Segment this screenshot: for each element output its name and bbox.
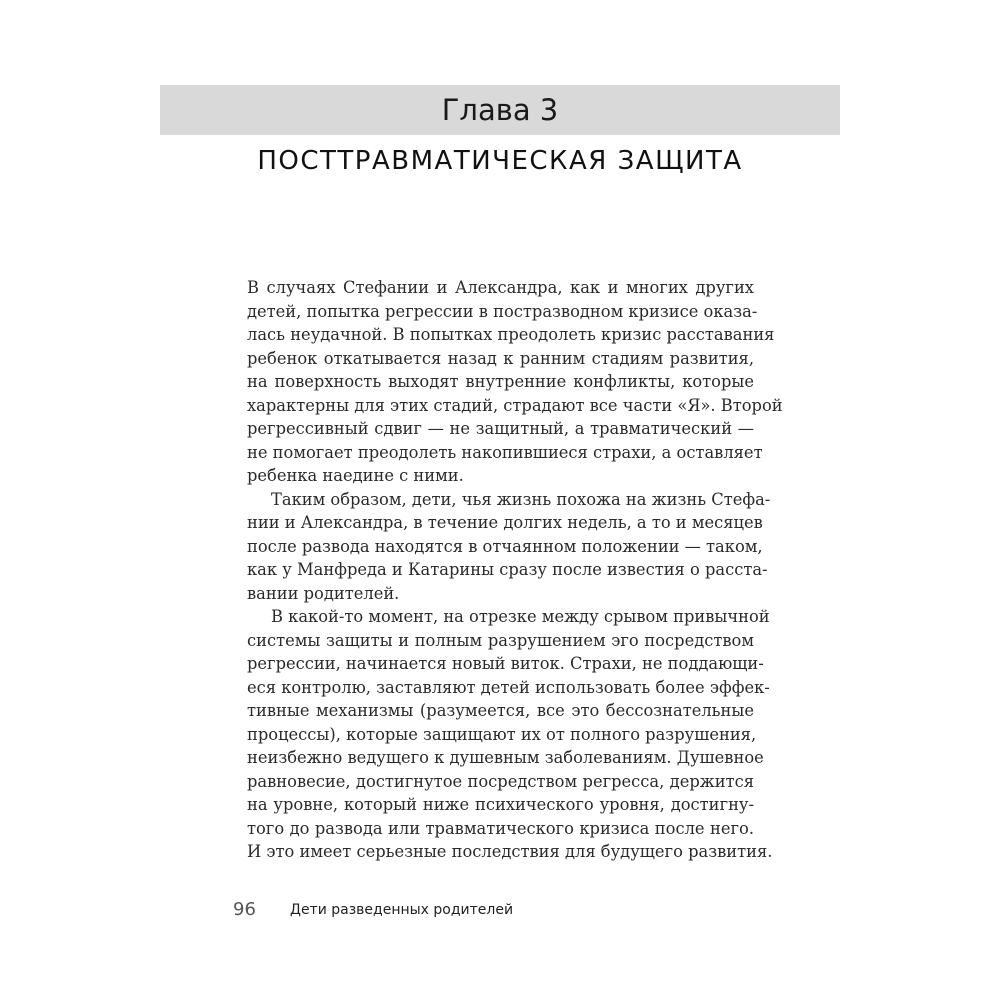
text-line: тивные механизмы (разумеется, все это бессознательные [247, 701, 754, 720]
text-line: неизбежно ведущего к душевным заболеваниям. Душевное [247, 748, 764, 767]
text-line: не помогает преодолеть накопившиеся страхи, а оставляет [247, 442, 763, 462]
paragraph [247, 276, 783, 488]
body-text [247, 276, 783, 864]
chapter-header-band [160, 85, 840, 135]
text-line: еся контролю, заставляют детей использовать более эффек- [247, 677, 770, 697]
text-line: равновесие, достигнутое посредством регресса, держится [247, 771, 754, 791]
text-line: ребенка наедине с ними. [247, 466, 464, 485]
text-line: на поверхность выходят внутренние конфликты, которые [247, 372, 754, 391]
text-line: ребенок откатывается назад к ранним стадиям развития, [247, 348, 754, 368]
text-line: того до развода или травматического кризиса после него. [247, 818, 754, 838]
text-line: В какой-то момент, на отрезке между срывом привычной [271, 607, 770, 626]
text-line: И это имеет серьезные последствия для будущего развития. [247, 842, 773, 861]
text-line: детей, попытка регрессии в постразводном кризисе оказа- [247, 301, 758, 321]
paragraph [247, 605, 773, 864]
paragraph [247, 488, 771, 606]
text-line: нии и Александра, в течение долгих недель, а то и месяцев [247, 513, 763, 532]
text-line: системы защиты и полным разрушением эго посредством [247, 630, 754, 650]
text-line: на уровне, который ниже психического уровня, достигну- [247, 795, 754, 814]
text-line: характерны для этих стадий, страдают все части «Я». Второй [247, 395, 783, 415]
chapter-title: ПОСТТРАВМАТИЧЕСКАЯ ЗАЩИТА [257, 146, 743, 176]
text-line: вании родителей. [247, 583, 400, 603]
text-line: как у Манфреда и Катарины сразу после известия о расста- [247, 560, 768, 579]
page-number: 96 [233, 899, 256, 920]
text-line: регрессивный сдвиг — не защитный, а травматический — [247, 419, 754, 438]
running-footer-title: Дети разведенных родителей [290, 902, 514, 918]
text-line: В случаях Стефании и Александра, как и многих других [247, 278, 754, 297]
text-line: после развода находятся в отчаянном положении — таком, [247, 536, 763, 556]
text-line: регрессии, начинается новый виток. Страхи, не поддающи- [247, 654, 764, 673]
text-line: лась неудачной. В попытках преодолеть кризис расставания [247, 325, 775, 344]
text-line: процессы), которые защищают их от полного разрушения, [247, 724, 757, 744]
chapter-label: Глава 3 [441, 93, 559, 127]
text-line: Таким образом, дети, чья жизнь похожа на жизнь Стефа- [271, 489, 771, 509]
